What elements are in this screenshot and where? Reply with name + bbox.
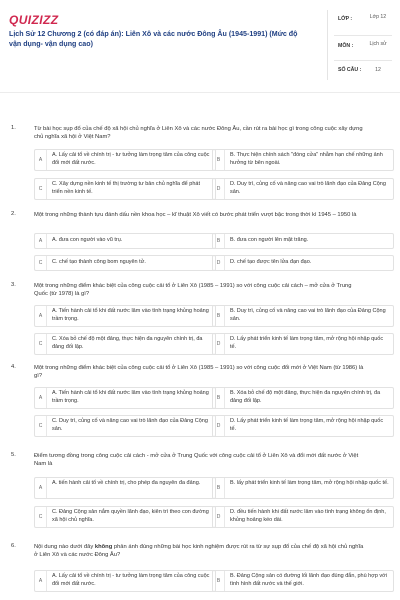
header-divider xyxy=(0,92,400,93)
q4-option-d[interactable] xyxy=(212,415,394,437)
option-text: C. Xây dựng nền kinh tế thị trường tư bản chủ nghĩa để phát triển nền kinh tế. xyxy=(52,181,200,195)
option-letter: C xyxy=(35,507,47,527)
option-letter: A xyxy=(35,478,47,498)
question-count-label: SỐ CÂU : xyxy=(338,67,362,73)
option-letter: A xyxy=(35,388,47,408)
question-number: 4. xyxy=(11,364,16,370)
q2-option-d[interactable] xyxy=(212,255,394,271)
option-text: D. chế tạo được tên lửa đạn đạo. xyxy=(230,259,312,265)
option-letter: C xyxy=(35,256,47,270)
option-letter: D xyxy=(213,256,225,270)
option-letter: C xyxy=(35,334,47,354)
q3-option-d[interactable] xyxy=(212,333,394,355)
q3-option-a[interactable] xyxy=(34,305,216,327)
question-number: 2. xyxy=(11,211,16,217)
question-text: Từ bài học sụp đổ của chế độ xã hội chủ nghĩa ở Liên Xô và các nước Đông Âu, cần rút ra bài học gì trong công cuộc xây dựng chủ nghĩa xã hội ở Việt Nam? xyxy=(34,126,363,141)
class-value: Lớp 12 xyxy=(369,14,387,20)
q2-option-c[interactable] xyxy=(34,255,216,271)
question-number: 6. xyxy=(11,543,16,549)
option-letter: C xyxy=(35,179,47,199)
q5-option-c[interactable] xyxy=(34,506,216,528)
subject-value: Lịch sử xyxy=(369,41,387,47)
option-letter: D xyxy=(213,507,225,527)
option-text: A. Tiến hành cải tổ khi đất nước lâm vào tình trạng khủng hoảng trầm trọng. xyxy=(52,390,209,404)
option-text: B. Xóa bỏ chế độ một đảng, thực hiện đa nguyên chính trị, đa đảng đối lập. xyxy=(230,390,381,404)
q5-option-a[interactable] xyxy=(34,477,216,499)
option-letter: A xyxy=(35,234,47,248)
question-text-pre: Nội dung nào dưới đây xyxy=(34,544,95,550)
q1-option-c[interactable] xyxy=(34,178,216,200)
option-text: C. Xóa bỏ chế độ một đảng, thực hiện đa nguyên chính trị, đa đảng đối lập. xyxy=(52,336,203,350)
q2-option-b[interactable] xyxy=(212,233,394,249)
option-letter: B xyxy=(213,571,225,591)
question-text-post: phản ánh đúng những bài học kinh nghiệm được rút ra từ sự sụp đổ của chế độ xã hội chủ nghĩa ở Liên Xô và các nước Đông Âu? xyxy=(34,544,364,559)
meta-divider-1 xyxy=(334,35,392,36)
q6-option-b[interactable] xyxy=(212,570,394,592)
option-text: A. Lấy cải tổ về chính trị - tư tưởng làm trọng tâm của công cuộc đổi mới đất nước. xyxy=(52,573,210,587)
option-letter: B xyxy=(213,478,225,498)
question-number: 3. xyxy=(11,282,16,288)
option-text: C. Duy trì, củng cố và nâng cao vai trò lãnh đạo của Đảng Cộng sản. xyxy=(52,418,208,432)
option-text: B. Thực hiện chính sách "đóng cửa" nhằm hạn chế những ảnh hưởng từ bên ngoài. xyxy=(230,152,383,166)
quizizz-logo: QUIZIZZ xyxy=(9,13,59,27)
worksheet-header xyxy=(0,0,400,90)
question-number: 1. xyxy=(11,125,16,131)
option-letter: D xyxy=(213,334,225,354)
option-letter: A xyxy=(35,571,47,591)
option-letter: D xyxy=(213,416,225,436)
option-text: A. tiến hành cải tổ về chính trị, cho phép đa nguyên đa đảng. xyxy=(52,480,201,486)
option-letter: D xyxy=(213,179,225,199)
question-text-emphasis: không xyxy=(94,544,113,550)
q5-option-b[interactable] xyxy=(212,477,394,499)
q5-option-d[interactable] xyxy=(212,506,394,528)
option-text: D. đều tiến hành khi đất nước lâm vào tình trạng không ổn định, khủng hoảng kéo dài. xyxy=(230,509,386,523)
question-count-value: 12 xyxy=(375,67,381,73)
option-letter: B xyxy=(213,150,225,170)
worksheet-title: Lịch Sử 12 Chương 2 (có đáp án): Liên Xô và các nước Đông Âu (1945-1991) (Mức độ vận dụng- vận dụng cao) xyxy=(9,30,298,48)
option-text: C. Đảng Cộng sản nắm quyền lãnh đạo, kiên trì theo con đường xã hội chủ nghĩa. xyxy=(52,509,209,523)
option-letter: B xyxy=(213,234,225,248)
option-text: A. Lấy cải tổ về chính trị - tư tưởng làm trọng tâm của công cuộc đổi mới đất nước. xyxy=(52,152,210,166)
question-text: Điểm tương đồng trong công cuộc cải cách - mở cửa ở Trung Quốc với công cuộc cải tổ ở Liên Xô và đổi mới đất nước ở Việt Nam là xyxy=(34,453,359,468)
option-text: D. Duy trì, củng cố và nâng cao vai trò lãnh đạo của Đảng Cộng sản. xyxy=(230,181,386,195)
option-letter: B xyxy=(213,388,225,408)
q4-option-b[interactable] xyxy=(212,387,394,409)
q1-option-d[interactable] xyxy=(212,178,394,200)
option-text: B. Duy trì, củng cố và nâng cao vai trò lãnh đạo của Đảng Cộng sản. xyxy=(230,308,386,322)
question-text: Một trong những thành tựu đánh dấu nền khoa học – kĩ thuật Xô viết có bước phát triển vượt bậc trong thời kì 1945 – 1950 là xyxy=(34,212,357,218)
q4-option-a[interactable] xyxy=(34,387,216,409)
option-letter: B xyxy=(213,306,225,326)
option-text: B. Đảng Cộng sản có đường lối lãnh đạo đúng đắn, phù hợp với tình hình đất nước và thế giới. xyxy=(230,573,387,587)
subject-label: MÔN : xyxy=(338,43,354,49)
q6-option-a[interactable] xyxy=(34,570,216,592)
option-text: B. đưa con người lên mặt trăng. xyxy=(230,237,309,243)
q3-option-b[interactable] xyxy=(212,305,394,327)
option-text: D. Lấy phát triển kinh tế làm trọng tâm, mở rộng hội nhập quốc tế. xyxy=(230,336,384,350)
q3-option-c[interactable] xyxy=(34,333,216,355)
meta-divider-2 xyxy=(334,60,392,61)
option-letter: A xyxy=(35,150,47,170)
option-text: A. Tiến hành cải tổ khi đất nước lâm vào tình trạng khủng hoảng trầm trọng. xyxy=(52,308,209,322)
option-text: D. Lấy phát triển kinh tế làm trọng tâm, mở rộng hội nhập quốc tế. xyxy=(230,418,384,432)
option-text: A. đưa con người vào vũ trụ. xyxy=(52,237,123,243)
option-letter: A xyxy=(35,306,47,326)
meta-divider xyxy=(327,10,328,80)
q1-option-b[interactable] xyxy=(212,149,394,171)
option-letter: C xyxy=(35,416,47,436)
question-text xyxy=(34,543,364,559)
question-number: 5. xyxy=(11,452,16,458)
option-text: B. lấy phát triển kinh tế làm trọng tâm, mở rộng hội nhập quốc tế. xyxy=(230,480,389,486)
question-text: Một trong những điểm khác biệt của công cuộc cải tổ ở Liên Xô (1985 – 1991) so với công cuộc cải cách – mở cửa ở Trung Quốc (từ 1978) là gì? xyxy=(34,283,352,298)
q2-option-a[interactable] xyxy=(34,233,216,249)
q1-option-a[interactable] xyxy=(34,149,216,171)
option-text: C. chế tạo thành công bom nguyên tử. xyxy=(52,259,146,265)
q4-option-c[interactable] xyxy=(34,415,216,437)
class-label: LỚP : xyxy=(338,16,353,22)
question-text: Một trong những điểm khác biệt của công cuộc cải tổ ở Liên Xô (1985 – 1991) so với công cuộc đổi mới ở Việt Nam (từ 1986) là gì? xyxy=(34,365,364,380)
